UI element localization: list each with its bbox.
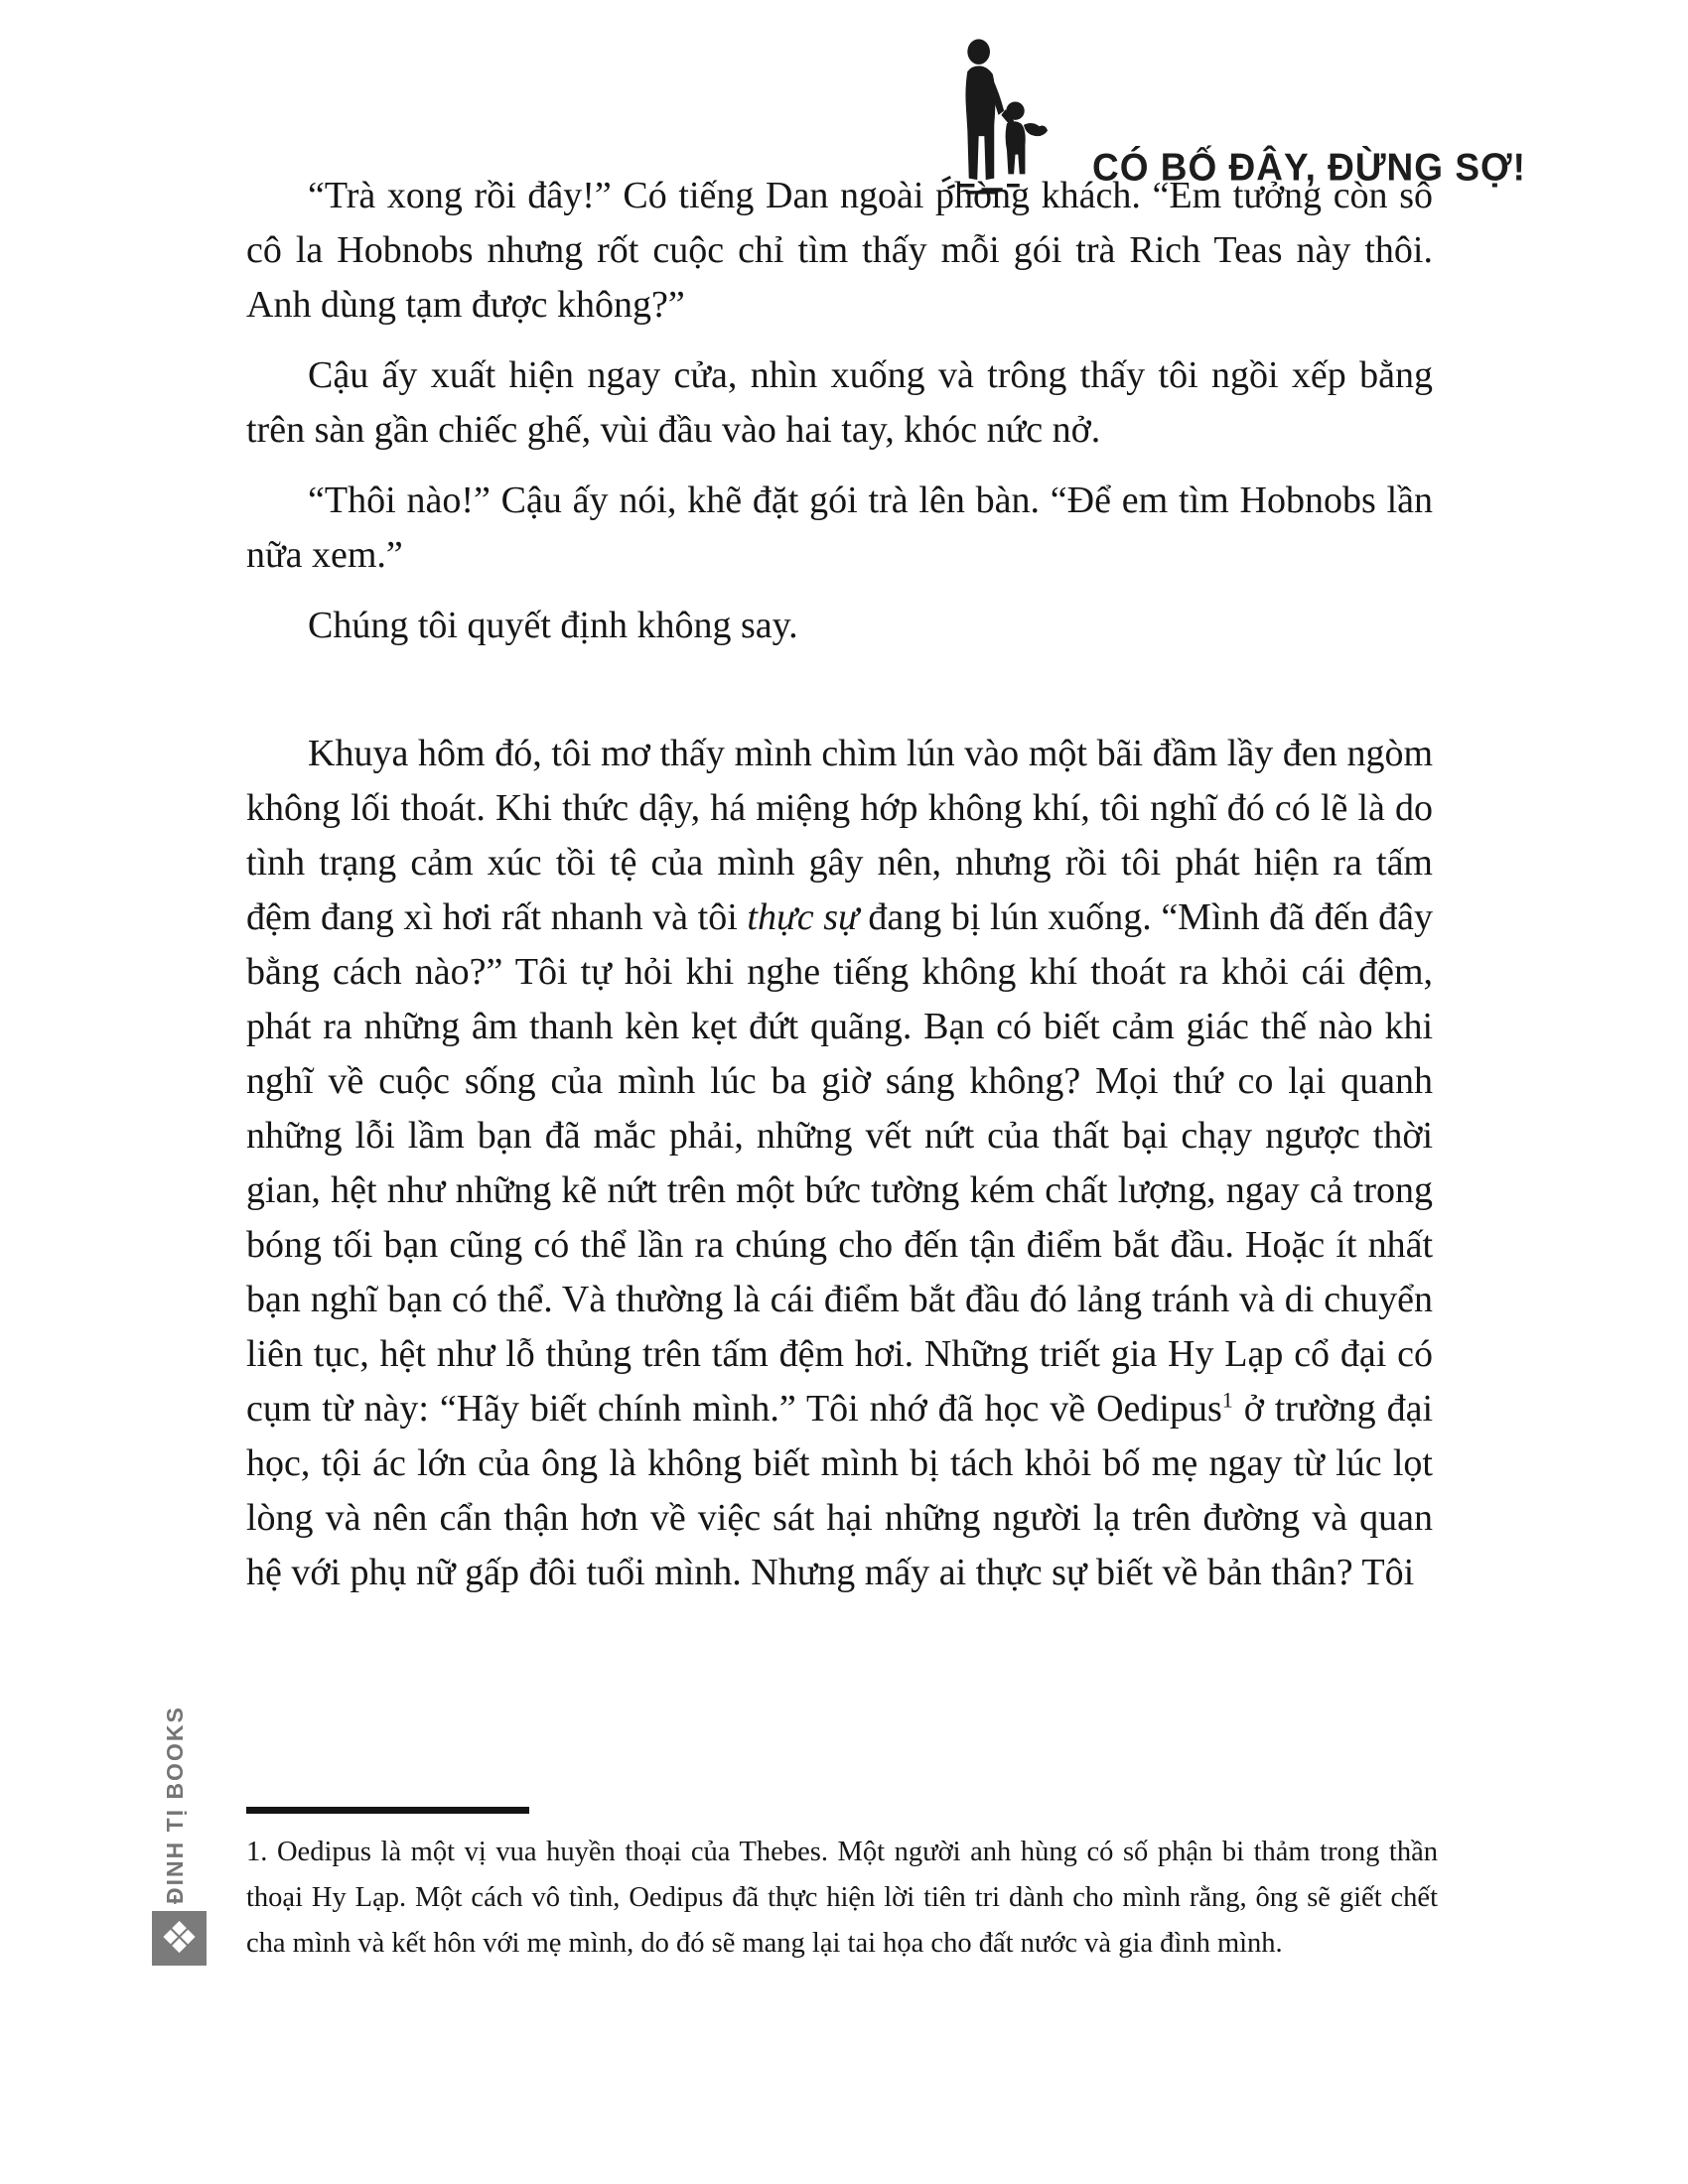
italic-phrase: thực sự <box>747 896 859 938</box>
paragraph-dialog-1: “Trà xong rồi đây!” Có tiếng Dan ngoài phòng khách. “Em tưởng còn sô cô la Hobnobs nhưng rốt cuộc chỉ tìm thấy mỗi gói trà Rich Teas này thôi. Anh dùng tạm được không?” <box>246 175 1433 326</box>
paragraph-dialog-2: “Thôi nào!” Cậu ấy nói, khẽ đặt gói trà lên bàn. “Để em tìm Hobnobs lần nữa xem.” <box>246 479 1433 576</box>
body-text-block <box>246 169 1433 1616</box>
footnote-separator-rule <box>246 1807 529 1814</box>
footnote-block <box>246 1830 1438 1967</box>
long-paragraph-segment-3: ở trường đại học, tội ác lớn của ông là không biết mình bị tách khỏi bố mẹ ngay từ lúc lọt lòng và nên cẩn thận hơn về việc sát hại những người lạ trên đường và quan hệ với phụ nữ gấp đôi tuổi mình. Nhưng mấy ai thực sự biết về bản thân? Tôi <box>246 1388 1433 1593</box>
long-paragraph-segment-2: đang bị lún xuống. “Mình đã đến đây bằng cách nào?” Tôi tự hỏi khi nghe tiếng không khí thoát ra khỏi cái đệm, phát ra những âm thanh kèn kẹt đứt quãng. Bạn có biết cảm giác thế nào khi nghĩ về cuộc sống của mình lúc ba giờ sáng không? Mọi thứ co lại quanh những lỗi lầm bạn đã mắc phải, những vết nứt của thất bại chạy ngược thời gian, hệt như những kẽ nứt trên một bức tường kém chất lượng, ngay cả trong bóng tối bạn cũng có thể lần ra chúng cho đến tận điểm bắt đầu. Hoặc ít nhất bạn nghĩ bạn có thể. Và thường là cái điểm bắt đầu đó lảng tránh và di chuyển liên tục, hệt như lỗ thủng trên tấm đệm hơi. Những triết gia Hy Lạp cổ đại có cụm từ này: “Hãy biết chính mình.” Tôi nhớ đã học về Oedipus <box>246 896 1433 1430</box>
long-paragraph-segment-1: Khuya hôm đó, tôi mơ thấy mình chìm lún vào một bãi đầm lầy đen ngòm không lối thoát. Khi thức dậy, há miệng hớp không khí, tôi nghĩ đó có lẽ là do tình trạng cảm xúc tồi tệ của mình gây nên, nhưng rồi tôi phát hiện ra tấm đệm đang xì hơi rất nhanh và tôi <box>246 733 1433 938</box>
publisher-logo <box>152 1911 207 1966</box>
footnote-reference-marker: 1 <box>1221 1387 1233 1413</box>
publisher-name-vertical: ĐINH TỊ BOOKS <box>161 1706 188 1904</box>
running-head-book-title: CÓ BỐ ĐÂY, ĐỪNG SỢ! <box>1092 145 1526 189</box>
paragraph-narration-2: Chúng tôi quyết định không say. <box>308 605 798 646</box>
footnote-text: 1. Oedipus là một vị vua huyền thoại của Thebes. Một người anh hùng có số phận bi thảm trong thần thoại Hy Lạp. Một cách vô tình, Oedipus đã thực hiện lời tiên tri dành cho mình rằng, ông sẽ giết chết cha mình và kết hôn với mẹ mình, do đó sẽ mang lại tai họa cho đất nước và gia đình mình. <box>246 1837 1438 1959</box>
paragraph-long-section <box>246 727 1433 1600</box>
paragraph-narration-1: Cậu ấy xuất hiện ngay cửa, nhìn xuống và trông thấy tôi ngồi xếp bằng trên sàn gần chiếc ghế, vùi đầu vào hai tay, khóc nức nở. <box>246 354 1433 451</box>
diamond-knot-icon: ❖ <box>159 1912 200 1964</box>
